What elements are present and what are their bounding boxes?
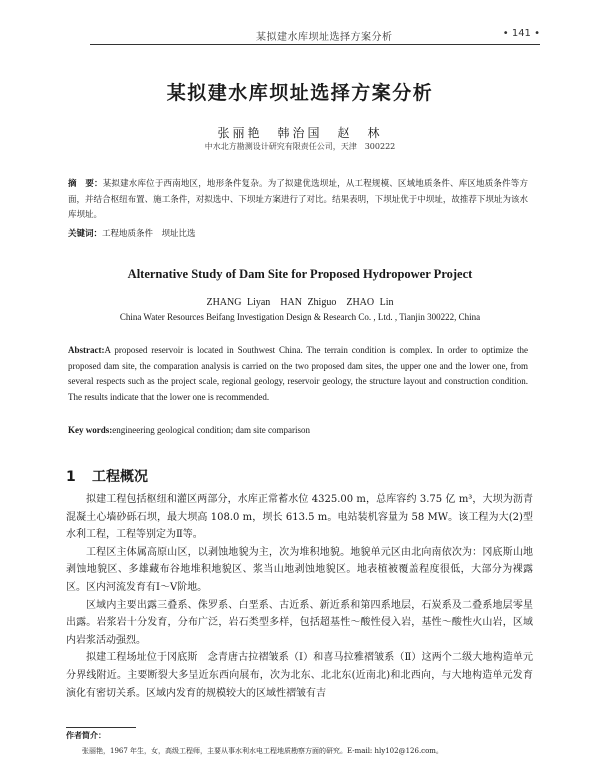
keywords-en-text: engineering geological condition; dam site comparison (112, 425, 310, 435)
section-heading (66, 466, 148, 486)
authors-cn: 张丽艳 韩治国 赵 林 (217, 126, 383, 140)
running-header (90, 28, 540, 44)
section-title: 工程概况 (92, 469, 148, 485)
abstract-en (68, 343, 528, 405)
affiliation-en: China Water Resources Beifang Investigation Design & Research Co. , Ltd. , Tianjin 300222, China (119, 312, 481, 322)
page-number: • 141 • (502, 28, 540, 39)
keywords-cn (68, 227, 528, 239)
paper-title-en: Alternative Study of Dam Site for Proposed Hydropower Project (127, 267, 473, 281)
body-text (66, 491, 533, 702)
header-rule (90, 44, 540, 45)
abstract-cn-label: 摘 要： (68, 179, 103, 189)
paper-title-cn: 某拟建水库坝址选择方案分析 (166, 82, 434, 104)
abstract-cn (68, 177, 528, 224)
section-number: 1 (66, 469, 76, 485)
footnote-label: 作者简介： (66, 731, 106, 740)
keywords-cn-label: 关键词： (68, 229, 103, 239)
keywords-cn-text: 工程地质条件 坝址比选 (102, 229, 196, 239)
keywords-en (68, 425, 528, 435)
abstract-en-text: A proposed reservoir is located in Southwest China. The terrain condition is complex. In order to optimize the proposed dam site, the comparation analysis is carried on the two proposed dam sites, the upper one and the lower one, from several respects such as the project scale, regional geology, reservoir geology, the structure layout and construction condition. The results indicate that the lower one is recommended. (68, 345, 528, 402)
footnote-rule (66, 727, 136, 728)
body-paragraph: 拟建工程包括枢纽和灌区两部分，水库正常蓄水位 4325.00 m，总库容约 3.75 亿 m³，大坝为沥青混凝土心墙砂砾石坝，最大坝高 108.0 m，坝长 613.5 m。电站装机容量为 58 MW。该工程为大(2)型水利工程，工程等别定为Ⅱ等。 (66, 494, 533, 541)
running-header-title: 某拟建水库坝址选择方案分析 (256, 32, 393, 43)
body-paragraph: 工程区主体属高原山区，以剥蚀地貌为主，次为堆积地貌。地貌单元区由北向南依次为：冈底斯山地剥蚀地貌区、多雄藏布谷地堆积地貌区、浆当山地剥蚀地貌区。地表植被覆盖程度很低，大部分为裸露区。区内河流发育有Ⅰ～Ⅴ阶地。 (66, 546, 533, 593)
abstract-en-label: Abstract: (68, 345, 105, 355)
body-paragraph: 区域内主要出露三叠系、侏罗系、白垩系、古近系、新近系和第四系地层，石炭系及二叠系地层零星出露。岩浆岩十分发育，分布广泛，岩石类型多样，包括超基性～酸性侵入岩，基性～酸性火山岩，区域内岩浆活动强烈。 (66, 599, 533, 646)
body-paragraph: 拟建工程场址位于冈底斯 念青唐古拉褶皱系（Ⅰ）和喜马拉雅褶皱系（Ⅱ）这两个二级大地构造单元分界线附近。主要断裂大多呈近东西向展布，次为北东、北北东(近南北)和北西向，与大地构造单元发育演化有密切关系。区域内发育的规模较大的区域性褶皱有吉 (66, 652, 533, 699)
authors-en: ZHANG Liyan HAN Zhiguo ZHAO Lin (206, 297, 394, 308)
abstract-cn-text: 某拟建水库位于西南地区，地形条件复杂。为了拟建优选坝址，从工程规模、区域地质条件、库区地质条件等方面，并结合枢纽布置、施工条件，对拟选中、下坝址方案进行了对比。结果表明，下坝址优于中坝址，故推荐下坝址为该水库坝址。 (68, 179, 528, 220)
footnote-text: 张丽艳，1967 年生，女，高级工程师，主要从事水利水电工程地质勘察方面的研究。E-mail: hly102@126.com。 (82, 747, 443, 755)
affiliation-cn: 中水北方勘测设计研究有限责任公司，天津 300222 (204, 142, 396, 151)
keywords-en-label: Key words: (68, 425, 113, 435)
